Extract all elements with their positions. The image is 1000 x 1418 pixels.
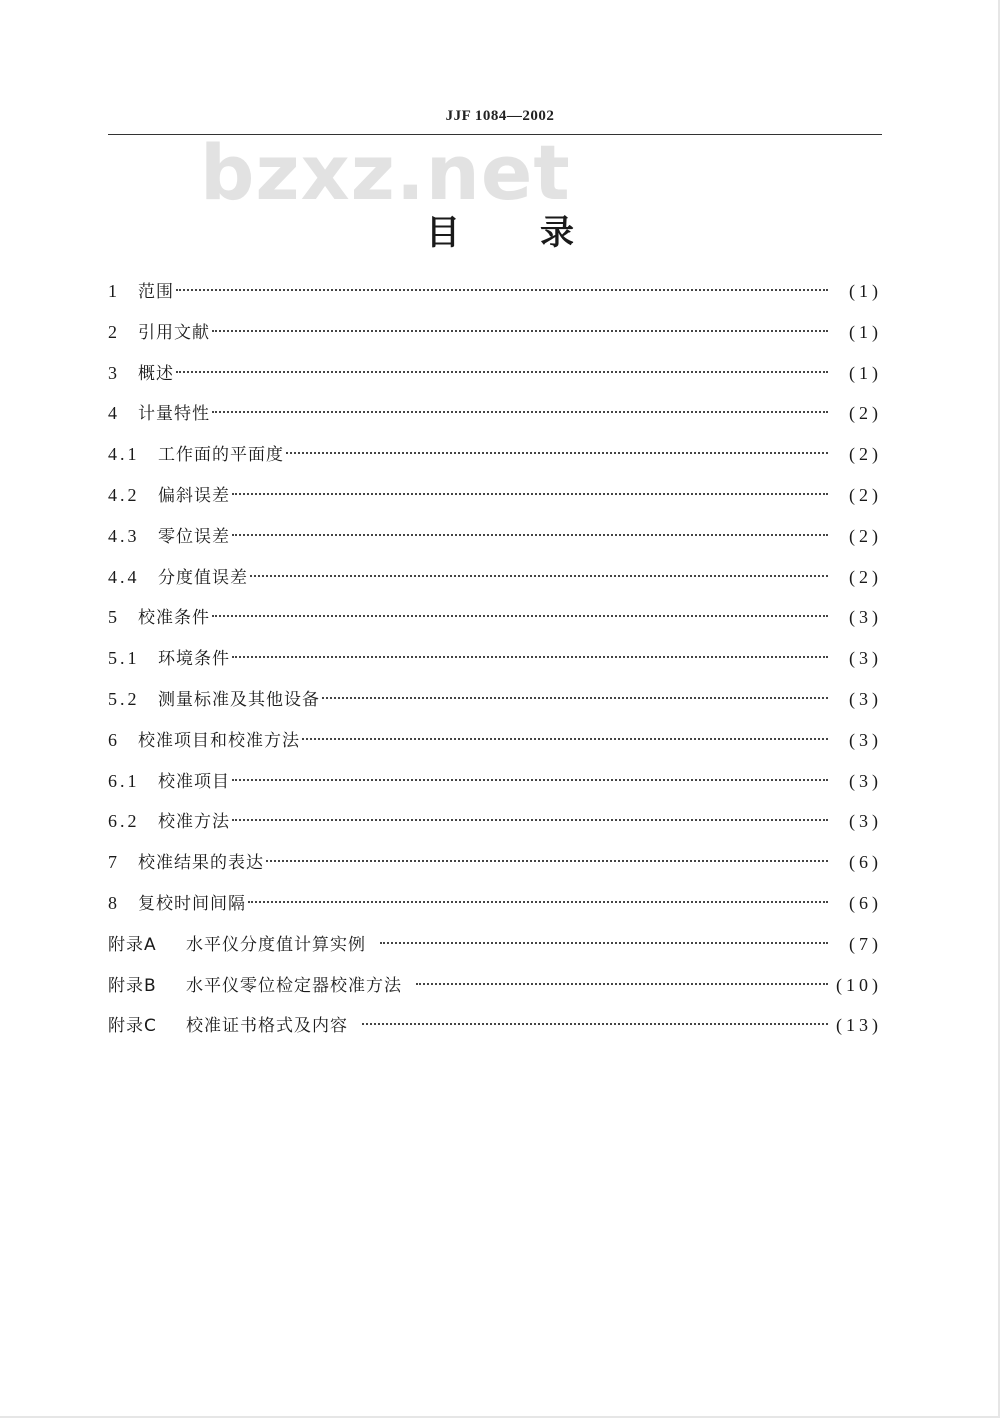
toc-leader-dots [362,1023,828,1025]
toc-entry-number: 7 [108,852,118,873]
toc-entry[interactable] [108,926,882,967]
toc-entry-title: 校准结果的表达 [138,853,264,874]
toc-entry-title: 环境条件 [158,649,230,670]
toc-entry-page: (3) [849,770,882,791]
toc-entry-number: 3 [108,362,118,383]
toc-entry-number: 2 [108,321,118,342]
toc-entry-title: 工作面的平面度 [158,445,284,466]
toc-entry-title: 范围 [138,282,174,302]
toc-entry-number: 4.4 [108,566,140,587]
toc-entry[interactable] [108,681,882,722]
toc-entry-number: 4.2 [108,484,140,505]
table-of-contents [108,273,882,1048]
toc-entry-number: 1 [108,281,118,301]
toc-entry-number: 6.1 [108,770,140,791]
toc-entry-title: 偏斜误差 [158,485,230,506]
toc-entry[interactable] [108,844,882,885]
document-code-header: JJF 1084—2002 [445,108,555,124]
toc-entry-number: 5.2 [108,688,140,709]
toc-entry-title: 校准项目 [158,771,230,792]
toc-entry-title: 引用文献 [138,322,210,343]
toc-leader-dots [212,615,828,617]
toc-entry-title: 校准方法 [158,812,230,833]
toc-entry-title: 水平仪分度值计算实例 [186,934,366,955]
toc-leader-dots [266,860,828,862]
toc-entry[interactable] [108,640,882,681]
toc-entry-page: (6) [849,852,882,873]
toc-leader-dots [232,493,828,495]
toc-entry-page: (3) [849,688,882,709]
toc-entry-title: 测量标准及其他设备 [158,689,320,710]
toc-leader-dots [232,819,828,821]
toc-entry-page: (7) [849,933,882,954]
toc-entry-number: 4.1 [108,444,140,465]
toc-leader-dots [176,371,828,373]
toc-leader-dots [250,575,828,577]
toc-entry-number: 4.3 [108,525,140,546]
toc-entry-page: (1) [849,321,882,342]
toc-leader-dots [286,452,828,454]
toc-entry[interactable] [108,559,882,600]
toc-leader-dots [302,738,828,740]
toc-entry-number: 5.1 [108,648,140,669]
toc-entry-page: (2) [849,444,882,465]
toc-leader-dots [416,983,828,985]
toc-entry-title: 校准条件 [138,608,210,629]
toc-entry-number: 6 [108,729,118,750]
page-title: 目录 [426,213,654,253]
toc-entry-title: 零位误差 [158,526,230,547]
toc-leader-dots [322,697,828,699]
toc-entry[interactable] [108,395,882,436]
toc-entry[interactable] [108,722,882,763]
toc-entry[interactable] [108,436,882,477]
toc-entry-page: (3) [849,648,882,669]
toc-leader-dots [380,942,828,944]
toc-entry[interactable] [108,355,882,396]
toc-entry-page: (13) [836,1015,882,1036]
toc-entry[interactable] [108,885,882,926]
toc-entry-title: 复校时间间隔 [138,893,246,914]
watermark: bzxz.net [200,128,571,217]
toc-entry-page: (6) [849,892,882,913]
toc-entry-number: 附录B [108,975,157,996]
toc-entry-page: (1) [849,362,882,383]
toc-entry-title: 分度值误差 [158,567,248,588]
toc-entry-page: (3) [849,607,882,628]
toc-entry[interactable] [108,763,882,804]
toc-leader-dots [232,656,828,658]
toc-entry[interactable] [108,967,882,1008]
toc-entry-title: 概述 [138,363,174,384]
toc-entry-number: 6.2 [108,811,140,832]
toc-leader-dots [248,901,828,903]
toc-entry[interactable] [108,314,882,355]
toc-entry[interactable] [108,273,882,314]
toc-entry-title: 计量特性 [138,404,210,425]
toc-entry-page: (10) [836,974,882,995]
toc-entry-number: 附录A [108,934,157,955]
toc-entry[interactable] [108,599,882,640]
toc-entry[interactable] [108,477,882,518]
toc-leader-dots [232,779,828,781]
toc-entry-title: 校准证书格式及内容 [186,1016,348,1037]
toc-entry-number: 5 [108,607,118,628]
toc-entry-page: (1) [849,281,882,301]
toc-entry-page: (3) [849,729,882,750]
toc-leader-dots [212,330,828,332]
toc-entry-page: (2) [849,525,882,546]
toc-entry[interactable] [108,518,882,559]
toc-entry-title: 校准项目和校准方法 [138,730,300,751]
header-rule [108,134,882,135]
toc-entry-page: (3) [849,811,882,832]
toc-leader-dots [212,411,828,413]
toc-entry-page: (2) [849,566,882,587]
toc-entry-page: (2) [849,403,882,424]
toc-entry-title: 水平仪零位检定器校准方法 [186,975,402,996]
toc-entry[interactable] [108,803,882,844]
toc-leader-dots [232,534,828,536]
toc-entry[interactable] [108,1007,882,1048]
toc-entry-number: 4 [108,403,118,424]
toc-entry-number: 8 [108,892,118,913]
toc-entry-page: (2) [849,484,882,505]
toc-leader-dots [176,289,828,291]
toc-entry-number: 附录C [108,1016,157,1037]
